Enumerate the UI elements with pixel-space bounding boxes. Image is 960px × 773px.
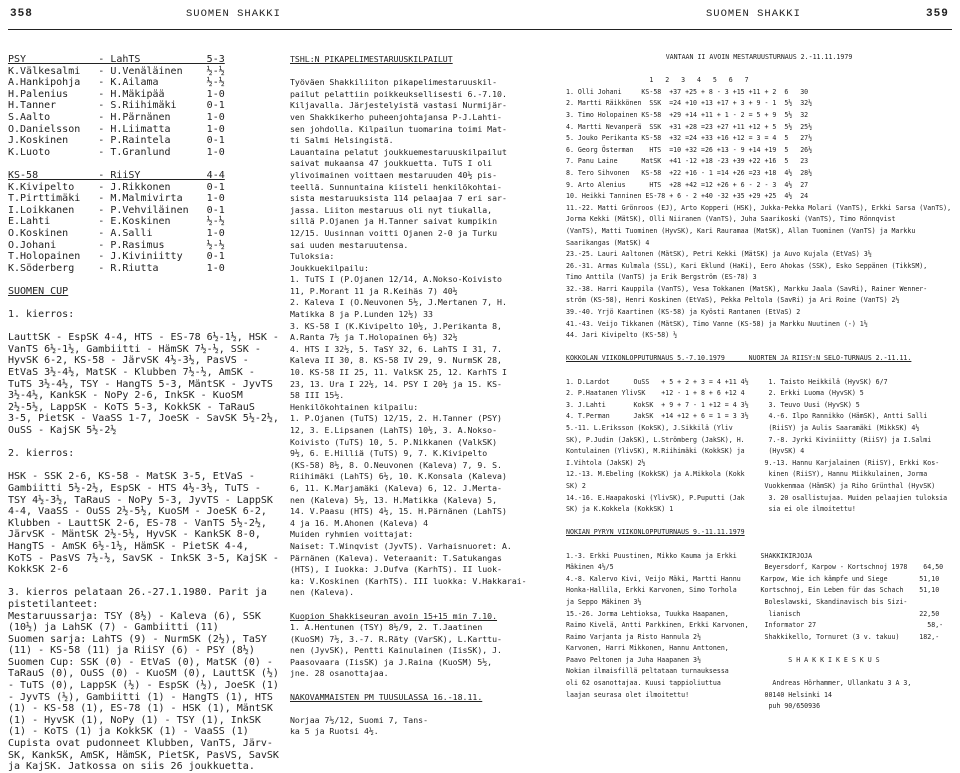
text-line: 14. V.Paasu (HTS) 4½, 15. H.Pärnänen (LahTS) <box>290 506 507 517</box>
text-line: puh 90/650936 <box>566 702 821 711</box>
text-line: Kontulainen (YlivSK), M.Riihimäki (KokkSK) ja (HyvSK) 4 <box>566 447 805 456</box>
text-line: JärvSK - MäntSK 2½-5½, HyvSK - KankSK 8-0, <box>8 529 261 541</box>
text-line: Timo Anttila (VanTS) ja Erik Bergström (ES-78) 3 <box>566 273 757 282</box>
text-line: Naiset: T.Winqvist (JyvTS). Varhaisnuoret: A. <box>290 540 512 551</box>
text-line: 1. D.Lardot OuSS + 5 + 2 + 3 = 4 +11 4½ 1. Taisto Heikkilä (HyvSK) 6/7 <box>566 377 888 386</box>
text-line: sista mestaruuksista 114 pelaajaa 7 eri sar- <box>290 193 507 204</box>
text-line: TSHL:N PIKAPELIMESTARUUSKILPAILUT <box>290 54 453 64</box>
column-1 <box>8 54 284 773</box>
text-line: E.Lahti - E.Koskinen ½-½ <box>8 216 225 228</box>
text-line: O.Koskinen - A.Salli 1-0 <box>8 227 225 239</box>
text-line: Kaleva II 30, 8. KS-58 IV 29, 9. NurmSK 28, <box>290 355 502 366</box>
text-line: Kiljavalla. Järjestelyistä vastasi Nurmijär- <box>290 100 507 111</box>
text-line: 5. Jouko Perikanta KS-58 +32 =24 +33 +16 +12 = 3 = 4 5 27½ <box>566 134 813 143</box>
text-line: T.Holopainen - J.Kiviniitty 0-1 <box>8 251 225 263</box>
text-line: 11, P.Morant 11 ja R.Keihäs 7) 40½ <box>290 285 458 296</box>
text-line: SK), P.Judin (JakSK), L.Strömberg (JakSK), H. 7.-8. Jyrki Kiviniitty (RiiSY) ja I.Salmi <box>566 435 932 444</box>
text-line: Jorma Kekki (MätSK), Olli Niiranen (VanTS), Juha Saarikoski (VanTS), Timo Rönnqvist <box>566 215 896 224</box>
text-line: 58 III 15½. <box>290 390 345 401</box>
text-line: Gambiitti 5½-2½, EspSK - HTS 4½-3½, TuTS - <box>8 482 261 494</box>
text-line: ja Seppo Mäkinen 3½ Boleslawski, Skandinavisch bis Sizi- <box>566 597 908 606</box>
text-line: 4 ja 16. M.Ahonen (Kaleva) 4 <box>290 517 429 528</box>
text-line: 4.-8. Kalervo Kivi, Veijo Mäki, Martti Hannu Karpow, Wie ich kämpfe und Siege 51,10 <box>566 574 940 583</box>
text-line: Matikka 8 ja P.Lunden 12½) 33 <box>290 309 433 320</box>
right-page-number: 359 <box>926 8 949 20</box>
text-line: 10. KS-58 II 25, 11. ValkSK 25, 12. KarhTS I <box>290 367 507 378</box>
text-line: S.Aalto - H.Pärnänen 1-0 <box>8 111 225 123</box>
text-line: 12/15. Uusinnan voitti Ojanen 2-0 ja Turku <box>290 227 498 238</box>
text-line: jassa. Liiton mestaruus oli nyt tiukalla, <box>290 204 493 215</box>
text-line: KokkSK 2-6 <box>8 564 69 576</box>
text-line <box>8 321 284 333</box>
text-line: ven Shakkikerho puheenjohtajansa P-J.Lahti- <box>290 111 502 122</box>
text-line <box>566 541 952 553</box>
text-line: TaRauS (0), OuSS (0) - KuoSM (0), LauttSK (½) <box>8 668 279 680</box>
text-line: Nokian ilmaisfillä peltataan turnauksessa <box>566 667 729 676</box>
text-line: laajan seurasa olet ilmoitettu! 00140 Helsinki 14 <box>566 690 832 699</box>
text-line: - TuTS (0), LappSK (½) - EspSK (½), JoeSK (1) <box>8 680 279 692</box>
text-line: LauttSK - EspSK 4-4, HTS - ES-78 6½-1½, HSK - <box>8 332 279 344</box>
text-line: Raimo Varjanta ja Risto Hannula 2½ Shakkikello, Tornuret (3 v. takuu) 182,- <box>566 632 940 641</box>
text-line: Lauantaina pelatut joukkuemestaruuskilpailut <box>290 146 507 157</box>
text-line: 1. kierros: <box>8 309 75 321</box>
left-page-number: 358 <box>10 8 33 20</box>
text-line: Suomen sarja: LahTS (9) - NurmSK (2½), TaSY <box>8 633 267 645</box>
text-line: HSK - SSK 2-6, KS-58 - MatSK 3-5, EtVaS - <box>8 471 255 483</box>
text-line: (1) - KS-58 (1), ES-78 (1) - HSK (1), MäntSK <box>8 703 273 715</box>
text-line: J.Koskinen - P.Raintela 0-1 <box>8 135 225 147</box>
text-line: 5.-11. L.Eriksson (KokSK), J.Sikkilä (Yliv (RiiSY) ja Aulis Saaramäki (MikkSK) 4½ <box>566 424 920 432</box>
text-line: K.Söderberg - R.Riutta 1-0 <box>8 262 225 274</box>
text-line: PSY - LahTS 5-3 <box>8 54 225 65</box>
text-line: 6. Georg Österman HTS =10 +32 =26 +13 - 9 +14 +19 5 26½ <box>566 145 813 154</box>
text-line: KS-58 - RiiSY 4-4 <box>8 169 225 181</box>
text-line <box>8 460 284 472</box>
text-line: Mäkinen 4½/5 Beyersdorf, Karpow - Kortschnoj 1978 64,50 <box>566 563 944 572</box>
text-line: VanTS 6½-1½, Gambiitti - HämSK 7½-½, SSK - <box>8 343 261 355</box>
text-line: 4. T.Perman JakSK +14 +12 + 6 = 1 = 3 3½ 4.-6. Ilpo Rannikko (HämSK), Antti Salli <box>566 412 928 421</box>
text-line: O.Johani - P.Rasimus ½-½ <box>8 239 225 251</box>
text-line: teellä. Sunnuntaina kiisteli henkilökohtai- <box>290 181 502 192</box>
text-line: T.Pirttimäki - M.Malmivirta 1-0 <box>8 193 225 205</box>
text-line: (10½) ja LahSK (7) - Gambiitti (11) <box>8 622 219 634</box>
text-line: (HTS), I Iuokka: J.Dufva (KarhTS). II luok- <box>290 564 502 575</box>
text-line: KoTS - PasVS 7½-½, SavSK - InkSK 3-5, KajSK - <box>8 552 279 564</box>
text-line: sai uuden mestaruutensa. <box>290 239 409 250</box>
text-line: Henkilökohtainen kilpailu: <box>290 401 419 412</box>
left-running-title: SUOMEN SHAKKI <box>186 8 281 20</box>
text-line: 3. kierros pelataan 26.-27.1.1980. Parit ja <box>8 587 267 599</box>
text-line: Muiden ryhmien voittajat: <box>290 529 414 540</box>
text-line <box>566 367 952 379</box>
text-line: Suomen Cup: SSK (0) - EtVaS (0), MatSK (0) - <box>8 656 273 668</box>
text-line: K.Luoto - T.Granlund 1-0 <box>8 146 225 158</box>
text-line: 1. A.Hentunen (TSY) 8½/9, 2. T.Jaatinen <box>290 622 483 633</box>
text-line: 41.-43. Veijo Tikkanen (MätSK), Timo Vanne (KS-58) ja Markku Nuutinen (-) 1½ <box>566 319 868 328</box>
text-line: 14.-16. E.Haapakoski (YlivSK), P.Puputti (Jak 3. 20 osallistujaa. Muiden pelaajien tuloksia <box>566 493 948 502</box>
text-line <box>8 297 284 309</box>
text-line: Pärnänen (Kaleva). Veteraanit: T.Satukangas <box>290 552 502 563</box>
text-line: HangTS - AmSK 6½-1½, HämSK - PietSK 4-4, <box>8 540 249 552</box>
text-line: Riihimäki (LahTS) 6½, 10. K.Konsala (Kaleva) <box>290 471 507 482</box>
text-line: I.Loikkanen - P.Vehviläinen 0-1 <box>8 204 225 216</box>
text-line <box>290 66 530 78</box>
text-line <box>290 680 530 692</box>
text-line: 3. KS-58 I (K.Kivipelto 10½, J.Perikanta 8, <box>290 320 502 331</box>
text-line: 2. Kaleva I (O.Neuvonen 5½, J.Mertanen 7, H. <box>290 297 507 308</box>
text-line: SUOMEN CUP <box>8 285 69 297</box>
text-line: HyvSK 6-2, KS-58 - JärvSK 4½-3½, PasVS - <box>8 355 249 367</box>
text-line: 2. Martti Räikkönen SSK =24 +10 +13 +17 + 3 + 9 - 1 5½ 32½ <box>566 99 813 108</box>
right-running-title: SUOMEN SHAKKI <box>706 8 801 20</box>
text-line: SK) 2 Vuokkenmaa (HämSK) ja Riho Grünthal (HyvSK) <box>566 481 936 490</box>
text-line: 1 2 3 4 5 6 7 <box>566 76 749 85</box>
text-line <box>290 599 530 611</box>
header-rule <box>8 29 952 30</box>
text-line: (KS-58) 8½, 8. O.Neuvonen (Kaleva) 7, 9. S. <box>290 459 502 470</box>
text-line: KOKKOLAN VIIKONLOPPUTURNAUS 5.-7.10.1979 NUORTEN JA RIISY:N SELO-TURNAUS 2.-11.11. <box>566 354 912 363</box>
text-line <box>8 158 284 170</box>
text-line: H.Tanner - S.Riihimäki 0-1 <box>8 100 225 112</box>
text-line: TSY 4½-3½, TaRauS - NoPy 5-3, JyvTS - LappSK <box>8 494 273 506</box>
text-line: ja KajSK. Jatkossa on siis 26 joukkuetta. <box>8 761 255 773</box>
text-line: ström (KS-58), Henri Koskinen (EtVaS), Pekka Peltola (SavRi) ja Ari Roine (VanTS) 2½ <box>566 296 900 305</box>
text-line: Norjaa 7½/12, Suomi 7, Tans- <box>290 714 429 725</box>
text-line <box>8 437 284 449</box>
text-line: 6, 11. K.Marjamäki (Kaleva) 6, 12. J.Merta- <box>290 482 502 493</box>
text-line: (11) - KS-58 (11) ja RiiSY (6) - PSY (8½) <box>8 645 255 657</box>
text-line: Työväen Shakkiliiton pikapelimestaruuskil- <box>290 77 498 88</box>
text-line: 12, 3. E.Lipsanen (LahTS) 10½, 3. A.Nokso- <box>290 425 498 435</box>
text-line: 15.-26. Jorma Lehtioksa, Tuukka Haapanen, lianisch 22,50 <box>566 609 940 618</box>
text-line: sillä P.Ojanen ja H.Tanner saivat kumpikin <box>290 216 498 227</box>
column-2 <box>290 54 530 738</box>
text-line: K.Välkesalmi - U.Venäläinen ½-½ <box>8 65 225 77</box>
text-line: ka: V.Koskinen (KarhTS). III luokka: V.Hakkarai- <box>290 575 527 586</box>
text-line: A.Ranta 7½ ja T.Holopainen 6½) 32½ <box>290 332 458 343</box>
text-line: pistetilanteet: <box>8 598 99 610</box>
text-line: OuSS - KajSK 5½-2½ <box>8 425 117 436</box>
text-line: 1. P.Ojanen (TuTS) 12/15, 2. H.Tanner (PSY) <box>290 413 502 424</box>
column-3 <box>566 54 952 715</box>
text-line: nen (JyvSK), Pentti Kainulainen (IisSK), J. <box>290 645 502 656</box>
text-line: 1. Olli Johani KS-58 +37 +25 + 8 - 3 +15 +11 + 2 6 30 <box>566 87 809 96</box>
text-line: (1) - HyvSK (1), NoPy (1) - TSY (1), InkSK <box>8 714 261 726</box>
text-line: - JyvTS (½), Gambiitti (1) - HangTS (1), HTS <box>8 691 273 703</box>
text-line: Kuopion Shakkiseuran avoin 15+15 min 7.10. <box>290 610 498 621</box>
text-line: 8. Tero Sihvonen KS-58 +22 +16 - 1 =14 +26 =23 +18 4½ 28½ <box>566 168 813 177</box>
text-line: A.Hankipohja - K.Ailama ½-½ <box>8 77 225 89</box>
text-line <box>290 703 530 715</box>
text-line: 11.-22. Matti Grönroos (EJ), Arto Kopperi (HSK), Jukka-Pekka Molari (VanTS), Erkki Sarsa (VanTS), <box>566 203 952 212</box>
text-line: 23, 13. Ura I 22½, 14. PSY I 20½ ja 15. KS- <box>290 378 502 389</box>
text-line: Joukkuekilpailu: <box>290 262 369 273</box>
text-line: Raimo Kivelä, Antti Parkkinen, Erkki Karvonen, Informator 27 58,- <box>566 621 944 630</box>
text-line: Saarikangas (MatSK) 4 <box>566 238 650 247</box>
text-line: NAKOVAMMAISTEN PM TUUSULASSA 16.-18.11. <box>290 691 483 702</box>
text-line: ylivoimainen voittaen mestaruuden 40½ pis- <box>290 169 498 180</box>
text-line: (1) - KoTS (1) ja KokkSK (1) - VaaSS (1) <box>8 726 249 738</box>
text-line: 1. TuTS I (P.Ojanen 12/14, A.Nokso-Koivisto <box>290 274 502 285</box>
text-line: 9½, 6. E.Hilliä (TuTS) 9, 7. K.Kivipelto <box>290 448 488 459</box>
text-line: VANTAAN II AVOIN MESTARUUSTURNAUS 2.-11.11.1979 <box>665 54 853 61</box>
text-line: nen (Kaleva). <box>290 587 355 598</box>
text-line: 2. P.Haatanen YlivSK +12 - 1 + 8 + 6 +12 4 2. Erkki Luoma (HyvSK) 5 <box>566 389 864 398</box>
text-line: 3-5, PietSK - VaaSS 1-7, JoeSK - SavSK 5½-2½, <box>8 413 279 425</box>
text-line: 10. Heikki Tanninen ES-78 + 6 - 2 +40 -32 +35 +29 +25 4½ 24 <box>566 192 809 201</box>
text-line: 9. Arto Alenius HTS +28 +42 =12 +26 + 6 - 2 - 3 4½ 27 <box>566 180 809 189</box>
text-line: saivat mukaansa 47 joukkuetta. TuTS I oli <box>290 158 493 169</box>
text-line: 2. kierros: <box>8 448 75 460</box>
text-line: 1.-3. Erkki Puustinen, Mikko Kauma ja Erkki SHAKKIKIRJOJA <box>566 551 813 560</box>
text-line <box>8 576 284 588</box>
text-line: Koivisto (TuTS) 10, 5. P.Nikkanen (ValkSK) <box>290 436 498 447</box>
text-line: Cupista ovat pudonneet Klubben, VanTS, Järv- <box>8 738 273 750</box>
text-line: H.Palenius - H.Mäkipää 1-0 <box>8 88 225 100</box>
text-line: EtVaS 3½-4½, MatSK - Klubben 7½-½, AmSK - <box>8 367 255 379</box>
text-line: pailut pelattiin poikkeuksellisesti 6.-7.10. <box>290 88 507 99</box>
text-line: NOKIAN PYRYN VIIKONLOPPUTURNAUS 9.-11.11.1979 <box>566 528 745 537</box>
text-line: 23.-25. Lauri Aaltonen (MätSK), Petri Kekki (MätSK) ja Auvo Kujala (EtVaS) 3½ <box>566 250 872 259</box>
text-line: 26.-31. Armas Kulmala (SSL), Kari Eklund (HaKi), Eero Ahokas (SSK), Esko Seppänen (TikkSM), <box>566 261 928 270</box>
text-line: 39.-40. Yrjö Kaartinen (KS-58) ja Kyösti Rantanen (EtVaS) 2 <box>566 308 801 317</box>
text-line: Tuloksia: <box>290 251 335 262</box>
text-line: 12.-13. M.Ebeling (KokkSK) ja A.Mikkola (Kokk kinen (RiiSY), Hannu Miikkulainen, Jorma <box>566 470 928 479</box>
text-line: 3½-4½, KankSK - NoPy 2-6, InkSK - KuoSM <box>8 390 243 402</box>
text-line: Paasovaara (IisSK) ja J.Raina (KuoSM) 5½, <box>290 656 493 667</box>
text-line: I.Vihtola (JakSK) 2½ 9.-13. Hannu Karjalainen (RiiSY), Erkki Kos- <box>566 458 940 467</box>
text-line: 44. Jari Kivipelto (KS-58) ½ <box>566 331 678 340</box>
text-line: 2½-5½, LappSK - KoTS 5-3, KokkSK - TaRauS <box>8 401 255 413</box>
text-line: O.Danielsson - H.Liimatta 1-0 <box>8 123 225 135</box>
text-line: SK) ja K.Kokkela (KokkSK) 1 sia ei ole ilmoitettu! <box>566 505 856 514</box>
text-line: 4. HTS I 32½, 5. TaSY 32, 6. LahTS I 31, 7. <box>290 343 502 354</box>
text-line: oli 62 osanottajaa. Kuusi tappioliuttua Andreas Hörhammer, Ullankatu 3 A 3, <box>566 679 912 688</box>
text-line: ka 5 ja Ruotsi 4½. <box>290 726 379 737</box>
text-line: 7. Panu Laine MatSK +41 -12 +18 -23 +39 +22 +16 5 23 <box>566 157 809 166</box>
text-line: jne. 28 osanottajaa. <box>290 668 389 679</box>
text-line: TuTS 3½-4½, TSY - HangTS 5-3, MäntSK - JyvTS <box>8 378 273 390</box>
text-line <box>8 274 284 286</box>
text-line: 3. Timo Holopainen KS-58 +29 +14 +11 + 1 - 2 = 5 + 9 5½ 32 <box>566 110 809 119</box>
text-line: 32.-38. Harri Kauppila (VanTS), Vesa Tokkanen (MatSK), Markku Jaala (SavRi), Rainer Wenner- <box>566 284 928 293</box>
text-line: nen (Kaleva) 5½, 13. H.Matikka (Kaleva) 5, <box>290 494 498 505</box>
text-line: Klubben - LauttSK 2-6, ES-78 - VanTS 5½-2½, <box>8 517 267 529</box>
text-line: 3. J.Lahti KokSK + 9 + 7 - 1 +12 = 4 3½ 3. Teuvo Uusi (HyvSK) 5 <box>566 400 860 409</box>
text-line: (KuoSM) 7½, 3.-7. R.Räty (VarSK), L.Karttu- <box>290 633 502 644</box>
text-line: K.Kivipelto - J.Rikkonen 0-1 <box>8 181 225 193</box>
text-line: sen johdolla. Kilpailun tuomarina toimi Mat- <box>290 123 507 134</box>
text-line: Honka-Hallila, Erkki Karvonen, Simo Torhola Kortschnoj, Ein Leben für das Schach 51,10 <box>566 586 940 595</box>
text-line: ti Salmi Helsingistä. <box>290 135 394 146</box>
text-line: Mestaruussarja: TSY (8½) - Kaleva (6), SSK <box>8 610 261 622</box>
text-line: SK, KankSK, AmSK, HämSK, PietSK, PasVS, SavSK <box>8 749 279 761</box>
text-line: Paavo Peltonen ja Juha Haapanen 3½ S H A K K I K E S K U S <box>566 655 880 664</box>
text-line: 4. Martti Nevanperä SSK +31 +28 =23 +27 +11 +12 + 5 5½ 25½ <box>566 122 813 131</box>
text-line: 4-4, VaaSS - OuSS 2½-5½, KuoSM - JoeSK 6-2, <box>8 506 267 518</box>
text-line: Karvonen, Harri Mikkonen, Hannu Anttonen, <box>566 644 729 653</box>
text-line: (VanTS), Matti Tuominen (HyvSK), Kari Rauramaa (MatSK), Allan Tuominen (VanTS) ja Markku <box>566 226 916 235</box>
